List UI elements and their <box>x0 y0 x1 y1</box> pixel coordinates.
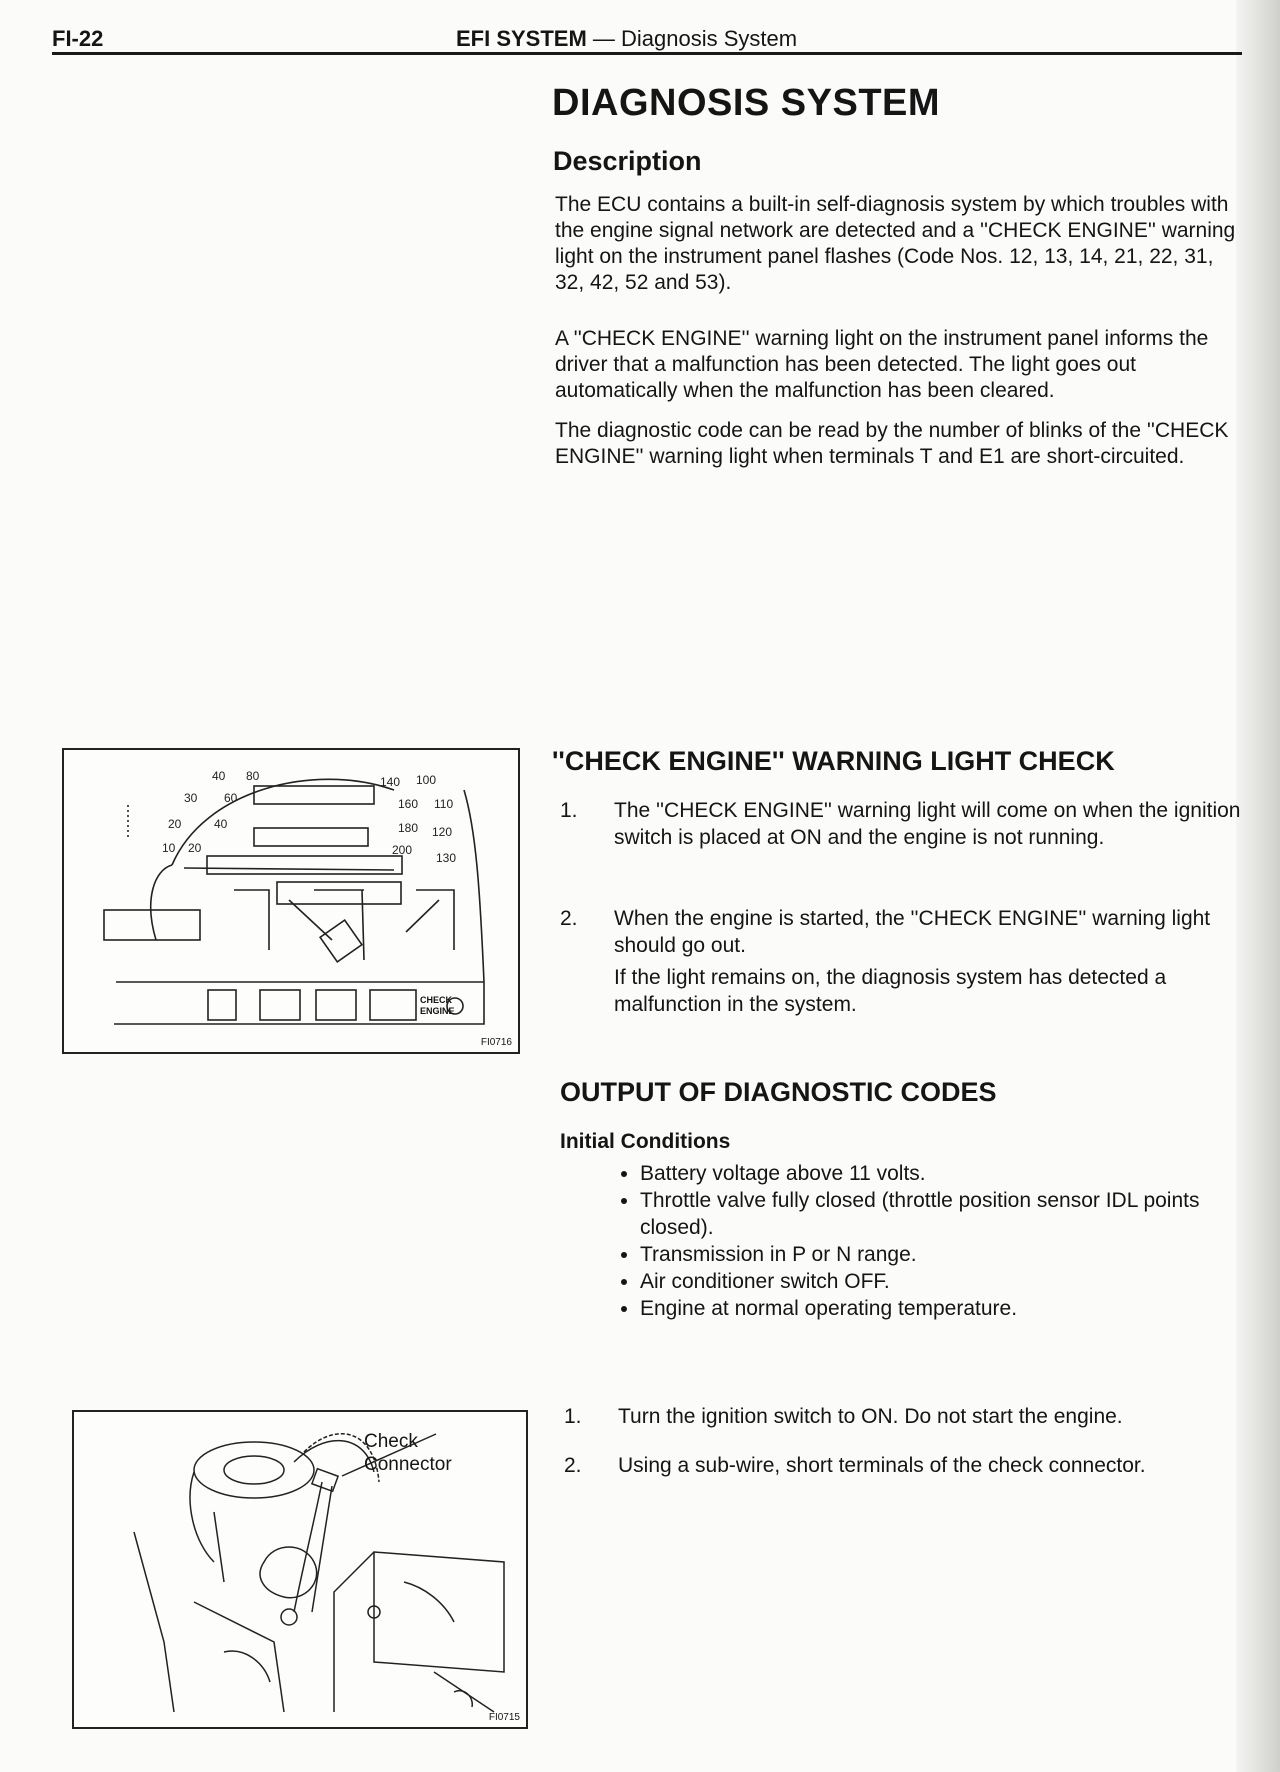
header-rule <box>52 52 1242 55</box>
running-header-section: EFI SYSTEM <box>456 26 587 51</box>
page-number: FI-22 <box>52 26 104 51</box>
engine-bay-drawing <box>74 1412 526 1727</box>
speedo-label-20: 20 <box>168 817 182 831</box>
warning-step-2-note: If the light remains on, the diagnosis system has detected a malfunction in the system. <box>614 966 1167 1016</box>
speedo-label-110: 110 <box>434 797 454 811</box>
callout-check-line1: Check <box>364 1431 418 1452</box>
condition-item: • Air conditioner switch OFF. <box>640 1268 1272 1295</box>
check-engine-lamp-label-top: CHECK <box>420 995 453 1005</box>
condition-item: • Engine at normal operating temperature. <box>640 1295 1272 1322</box>
output-step-1-text: Turn the ignition switch to ON. Do not start the engine. <box>618 1405 1123 1428</box>
speedo-label-130: 130 <box>436 851 457 865</box>
initial-conditions-list <box>610 1160 1272 1322</box>
speedo-label-180: 180 <box>398 821 419 835</box>
description-paragraph-2: A ''CHECK ENGINE'' warning light on the instrument panel informs the driver that a malfunction has been detected. The light goes out automatically when the malfunction has been cleared. <box>555 327 1209 402</box>
speedo-label-20b: 20 <box>188 841 202 855</box>
warning-step-2-number: 2. <box>560 907 578 930</box>
condition-item: • Throttle valve fully closed (throttle position sensor IDL points closed). <box>640 1187 1272 1241</box>
speedo-label-200: 200 <box>392 843 413 857</box>
instrument-panel-figure <box>62 748 520 1054</box>
speedo-label-100: 100 <box>416 773 437 787</box>
warning-step-1-text: The ''CHECK ENGINE'' warning light will come on when the ignition switch is placed at ON and the engine is not running. <box>614 799 1241 849</box>
warning-step-2-text: When the engine is started, the ''CHECK ENGINE'' warning light should go out. <box>614 907 1211 957</box>
description-paragraph-1: The ECU contains a built-in self-diagnosis system by which troubles with the engine signal network are detected and a ''CHECK ENGINE'' warning light on the instrument panel flashes (Code Nos. 12, 13, 14, 21, 22, 31, 32, 42, 52 and 53). <box>555 193 1236 294</box>
output-step-2-text: Using a sub-wire, short terminals of the check connector. <box>618 1454 1146 1477</box>
figure-1-code: FI0716 <box>480 1037 512 1048</box>
running-header <box>456 26 797 52</box>
condition-item: • Transmission in P or N range. <box>640 1241 1272 1268</box>
speedo-label-60: 60 <box>224 791 238 805</box>
speedo-label-160: 160 <box>398 797 419 811</box>
check-engine-lamp-label-bottom: ENGINE <box>420 1006 455 1016</box>
output-step-2-number: 2. <box>564 1454 582 1477</box>
output-step-1-number: 1. <box>564 1405 582 1428</box>
callout-check-line2: Connector <box>364 1454 452 1475</box>
speedo-label-80: 80 <box>246 769 260 783</box>
speedo-label-120: 120 <box>432 825 453 839</box>
description-heading: Description <box>553 146 702 176</box>
instrument-panel-drawing <box>64 750 518 1052</box>
speedo-label-40b: 40 <box>214 817 228 831</box>
speedo-label-30: 30 <box>184 791 198 805</box>
page-title: DIAGNOSIS SYSTEM <box>552 82 941 124</box>
check-connector-figure <box>72 1410 528 1729</box>
warning-step-1-number: 1. <box>560 799 578 822</box>
speedo-label-140: 140 <box>380 775 401 789</box>
initial-conditions-heading: Initial Conditions <box>560 1130 731 1153</box>
output-codes-heading: OUTPUT OF DIAGNOSTIC CODES <box>560 1077 997 1107</box>
speedo-label-10: 10 <box>162 841 176 855</box>
warning-check-heading: ''CHECK ENGINE'' WARNING LIGHT CHECK <box>552 746 1115 776</box>
description-paragraph-3: The diagnostic code can be read by the number of blinks of the ''CHECK ENGINE'' warning light when terminals T and E1 are short-circuited. <box>555 419 1229 468</box>
figure-2-code: FI0715 <box>488 1712 520 1723</box>
running-header-topic: — Diagnosis System <box>586 26 798 51</box>
condition-item: • Battery voltage above 11 volts. <box>640 1160 1272 1187</box>
speedo-label-40: 40 <box>212 769 226 783</box>
